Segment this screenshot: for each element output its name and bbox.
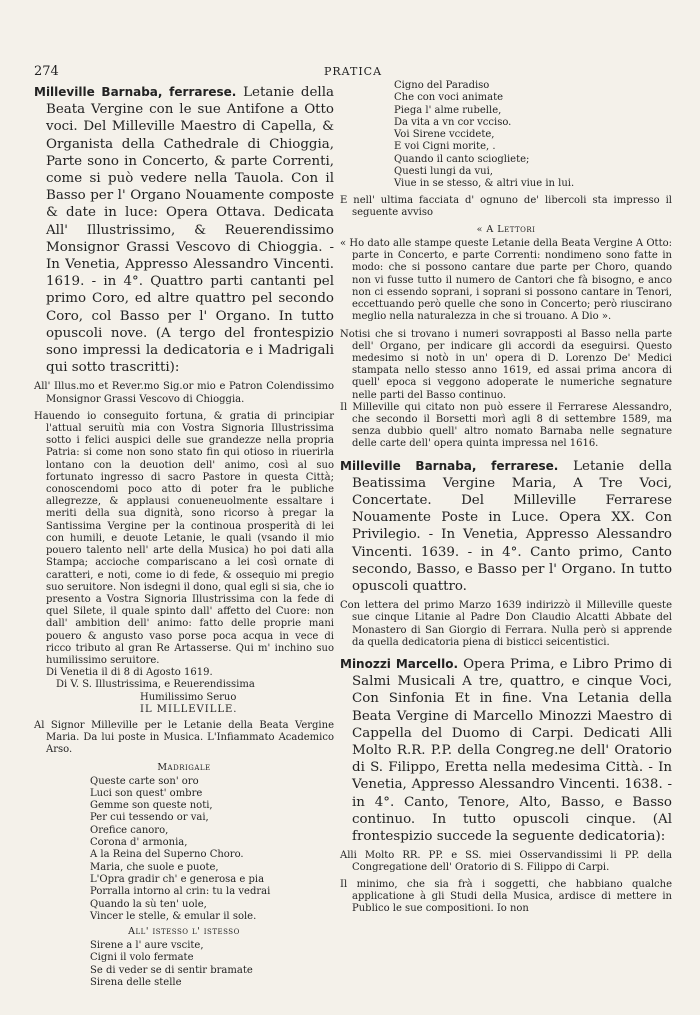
dedication-address: All' Illus.mo et Rever.mo Sig.or mio e Patron Colendissimo Monsignor Grassi Vescovo di Chioggia. [34, 381, 334, 405]
entry-body: Letanie della Beata Vergine con le sue Antifone a Otto voci. Del Milleville Maestro di Capella, & Organista della Cathedrale di Chioggia, Parte sono in Concerto, & parte Correnti, come si può vedere nella Tauola. Con il Basso per l' Organo Nouamente composte & date in luce: Opera Ottava. Dedicata All' Illustrissimo, & Reuerendissimo Monsignor Grassi Vescovo di Chioggia. - In Venetia, Appresso Alessandro Vincenti. 1619. - in 4°. Quattro parti cantanti pel primo Coro, ed altre quattro pel secondo Coro, col Basso per l' Organo. In tutto opuscoli nove. (A tergo del frontespizio sono impressi la dedicatoria e i Madrigali qui sotto trascritti): [46, 85, 334, 376]
verse-line: Corona d' armonia, [90, 837, 188, 849]
page-number: 274 [34, 64, 59, 79]
left-column [34, 84, 334, 989]
avviso-title: « A Lettori [476, 224, 536, 236]
last-paragraph: Il minimo, che sia frà i soggetti, che habbiano qualche applicatione à gli Studi della Musica, ardisce di mettere in Publico le sue compositioni. Io non [340, 878, 672, 915]
letter-servant: Humilissimo Seruo [140, 691, 237, 703]
entry-heading: Milleville Barnaba, ferrarese. [340, 458, 559, 473]
verse-line: Quando il canto sciogliete; [394, 153, 530, 165]
entry-heading: Milleville Barnaba, ferrarese. [34, 85, 237, 99]
letter-salutation: Di V. S. Illustrissima, e Reuerendissima [56, 679, 255, 691]
running-title: PRATICA [323, 65, 383, 78]
verse-line: Se di veder se di sentir bramate [90, 964, 253, 976]
entry-body: Letanie della Beatissima Vergine Maria, A Tre Voci, Concertate. Del Milleville Ferrarese Nouamente Poste in Luce. Opera XX. Con Privilegio. - In Venetia, Appresso Alessandro Vincenti. 1639. - in 4°. Canto primo, Canto secondo, Basso, e Basso per l' Organo. In tutto opuscoli quattro. [352, 458, 672, 594]
verse-line: Che con voci animate [394, 92, 504, 104]
verse-line: Viue in se stesso, & altri viue in lui. [394, 178, 575, 190]
verse-line: Maria, che suole e puote, [90, 861, 219, 873]
verse-line: Vincer le stelle, & emular il sole. [90, 910, 257, 922]
entry-milleville-1639 [340, 458, 672, 596]
verse-line: Gemme son queste noti, [90, 800, 213, 812]
entry-body: Opera Prima, e Libro Primo di Salmi Musicali A tre, quattro, e cinque Voci, Con Sinfonia Et in fine. Vna Letania della Beata Vergine di Marcello Minozzi Maestro di Cappella del Duomo di Carpi. Dedicati Alli Molto R.R. P.P. della Congreg.ne dell' Oratorio di S. Filippo, Eretta nella medesima Città. - In Venetia, Appresso Alessandro Vincenti. 1638. - in 4°. Canto, Tenore, Alto, Basso, e Basso continuo. In tutto opuscoli cinque. (Al frontespizio succede la seguente dedicatoria): [352, 656, 673, 844]
verse-line: Piega l' alme rubelle, [394, 104, 502, 116]
verse-line: Cigni il volo fermate [90, 952, 194, 964]
verse-line: Queste carte son' oro [90, 775, 199, 787]
note-lettera: Con lettera del primo Marzo 1639 indirizzò il Milleville queste sue cinque Litanie al Padre Don Claudio Alcatti Abbate del Monastero di San Giorgio di Ferrara. Nulla però si apprende da quella dedicatoria piena di bisticci seicentistici. [340, 600, 672, 648]
note-numeri: Notisi che si trovano i numeri sovrapposti al Basso nella parte dell' Organo, per indicare gli accordi da eseguirsi. Questo medesimo si notò in un' opera di D. Lorenzo De' Medici stampata nello stesso anno 1619, ed assai prima ancora di quell' epoca si veggono adoperate le numeriche segnature nelle parti del Basso continuo. [340, 328, 672, 401]
letter-date: Di Venetia il di 8 di Agosto 1619. [46, 667, 213, 679]
entry-heading: Minozzi Marcello. [340, 656, 459, 671]
second-madrigal-verse [34, 940, 334, 989]
verse-line: Luci son quest' ombre [90, 787, 203, 799]
verse-line: E voi Cigni morite, . [394, 141, 496, 153]
verse-line: Sirena delle stelle [90, 977, 182, 988]
verse-line: A la Reina del Superno Choro. [90, 849, 244, 861]
verse-line: Porralla intorno al crin: tu la vedrai [90, 886, 271, 898]
dedication-minozzi: Alli Molto RR. PP. e SS. miei Osservandissimi li PP. della Congregatione dell' Oratorio di S. Filippo di Carpi. [340, 850, 672, 874]
verse-line: Da vita a vn cor vcciso. [394, 116, 512, 128]
continued-verse [340, 80, 672, 191]
right-column [340, 80, 673, 915]
verse-line: Sirene a l' aure vscite, [90, 940, 204, 952]
dedication-letter: Hauendo io conseguito fortuna, & gratia di principiar l'attual seruitù mia con Vostra Signoria Illustrissima sotto i felici auspici delle sue grandezze nella propria Patria: si come non sono stato fin qui otioso in riuerirla lontano con la deuotion dell' animo, così al suo fortunato ingresso di sacro Pastore in questa Città; conoscendomi poco atto di poter fra le publiche allegrezze, & applausi conueneuolmente essaltare i meriti della sua dignità, sono ricorso à pregar la Santissima Vergine per la continoua prosperità di lei con humili, e deuote Letanie, le quali (vsando il mio pouero talento nell' arte della Musica) ho poi dati alla Stampa; accioche compariscano a lei così ornate di caratteri, e noti, come io di fede, & ossequio mi pregio suo seruitore. Non isdegni il dono, qual egli si sia, che io presento a Vostra Signoria Illustrissima con la fede di quel Silete, il quale spinto dall' affetto del Cuore: non dall' ambition dell' animo: fatto delle proprie mani pouero & angusto vaso porse poca acqua in vece di ricco tributo al gran Re Artasserse. Qui m' inchino suo humilissimo seruitore. [34, 410, 334, 666]
avviso-text: « Ho dato alle stampe queste Letanie della Beata Vergine A Otto: parte in Concerto, e parte Correnti: nondimeno sono fatte in modo: che si possono cantare due parte per Choro, quando non vi fusse tutto il numero de Cantori che fà bisogno, e anco non ci essendo soprani, i soprani si possono cantare in Tenori, eccettuando però quelle che sono in Concerto; però riuscirano meglio nella naturalezza in che si trouano. A Dio ». [340, 238, 672, 323]
madrigale-verse [34, 776, 334, 924]
verse-line: L'Opra gradir ch' e generosa e pia [90, 873, 265, 885]
letter-signature: IL MILLEVILLE. [140, 703, 238, 715]
verse-line: Per cui tessendo or vai, [90, 812, 209, 824]
entry-minozzi [340, 656, 672, 845]
page-header [34, 64, 672, 80]
verse-line: Orefice canoro, [90, 824, 169, 836]
madrigal-intro: Al Signor Milleville per le Letanie della Beata Vergine Maria. Da lui poste in Musica. L'Infiammato Academico Arso. [34, 719, 334, 756]
second-madrigal-title: All' istesso l' istesso [128, 926, 240, 938]
verse-line: Cigno del Paradiso [394, 80, 490, 91]
note-facciata: E nell' ultima facciata d' ognuno de' libercoli sta impresso il seguente avviso [340, 194, 672, 218]
verse-line: Questi lungi da vui, [394, 166, 493, 178]
verse-line: Voi Sirene vccidete, [394, 129, 495, 141]
entry-milleville-1619 [34, 84, 334, 376]
madrigale-title: Madrigale [157, 761, 211, 773]
verse-line: Quando la sù ten' uole, [90, 898, 207, 910]
note-borsetti: Il Milleville qui citato non può essere il Ferrarese Alessandro, che secondo il Borsetti morì agli 8 di settembre 1589, ma senza dubbio quell' altro nomato Barnaba nelle segnature delle carte dell' opera quinta impressa nel 1616. [340, 401, 672, 450]
